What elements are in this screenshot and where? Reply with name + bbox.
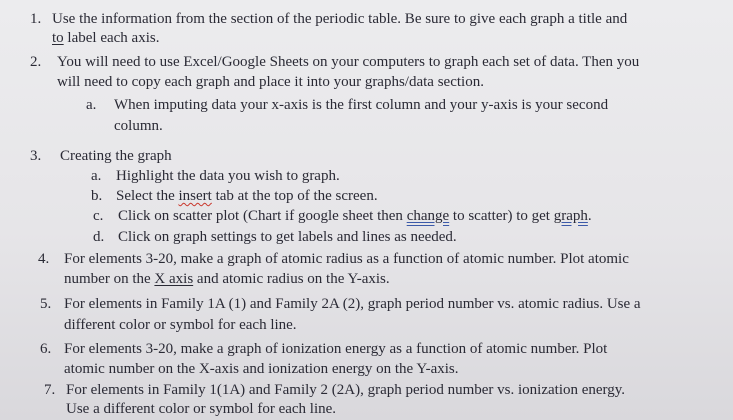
item-3b-letter: b. bbox=[91, 188, 103, 204]
item-2-line-2: will need to copy each graph and place it into your graphs/data section. bbox=[57, 74, 484, 90]
item-1-line-1: Use the information from the section of the periodic table. Be sure to give each graph a title and bbox=[52, 11, 628, 27]
item-4-line-1: For elements 3-20, make a graph of atomic radius as a function of atomic number. Plot atomic bbox=[64, 251, 629, 267]
item-6-line-1: For elements 3-20, make a graph of ionization energy as a function of atomic number. Plot bbox=[64, 341, 608, 357]
item-3d-text: Click on graph settings to get labels and lines as needed. bbox=[118, 229, 457, 245]
item-2-line-1: You will need to use Excel/Google Sheets on your computers to graph each set of data. Then you bbox=[57, 54, 640, 70]
item-1-number: 1. bbox=[30, 11, 42, 27]
item-5-number: 5. bbox=[40, 296, 52, 312]
item-7-line-2: Use a different color or symbol for each line. bbox=[66, 401, 337, 417]
item-6-line-2: atomic number on the X-axis and ionization energy on the Y-axis. bbox=[64, 361, 459, 377]
item-4-number: 4. bbox=[38, 251, 50, 267]
item-5-line-2: different color or symbol for each line. bbox=[64, 317, 297, 333]
item-7-number: 7. bbox=[44, 382, 56, 398]
item-2-number: 2. bbox=[30, 54, 42, 70]
item-2a-line-1: When imputing data your x-axis is the first column and your y-axis is your second bbox=[114, 97, 609, 113]
item-3b-text: Select the insert tab at the top of the screen. bbox=[116, 188, 378, 204]
item-4-line-2: number on the X axis and atomic radius on the Y-axis. bbox=[64, 271, 390, 287]
item-6-number: 6. bbox=[40, 341, 52, 357]
item-3-heading: Creating the graph bbox=[60, 148, 172, 164]
item-7-line-1: For elements in Family 1(1A) and Family 2 (2A), graph period number vs. ionization energy. bbox=[66, 382, 626, 398]
item-3a-letter: a. bbox=[91, 168, 102, 184]
item-1-line-2: to label each axis. bbox=[52, 30, 160, 46]
item-2a-line-2: column. bbox=[114, 118, 163, 134]
item-3c-letter: c. bbox=[93, 208, 104, 224]
item-5-line-1: For elements in Family 1A (1) and Family 2A (2), graph period number vs. atomic radius. Use a bbox=[64, 296, 641, 312]
item-2a-letter: a. bbox=[86, 97, 97, 113]
item-3-number: 3. bbox=[30, 148, 42, 164]
item-3a-text: Highlight the data you wish to graph. bbox=[116, 168, 340, 184]
item-3c-text: Click on scatter plot (Chart if google sheet then change to scatter) to get graph. bbox=[118, 208, 592, 224]
item-3d-letter: d. bbox=[93, 229, 105, 245]
